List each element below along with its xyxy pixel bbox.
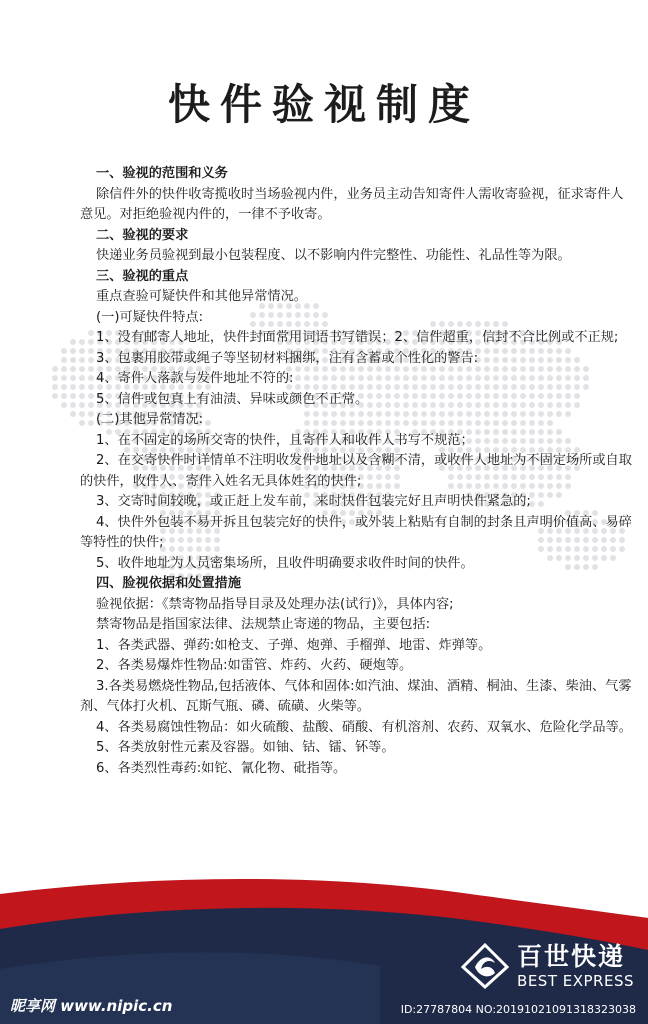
paragraph: 1、在不固定的场所交寄的快件，且寄件人和收件人书写不规范； [96, 432, 474, 448]
paragraph: 重点查验可疑快件和其他异常情况。 [96, 289, 307, 304]
paragraph: 快递业务员验视到最小包装程度、以不影响内件完整性、功能性、礼品性等为限。 [96, 248, 571, 263]
logo-chinese-name: 百世快递 [517, 942, 626, 971]
paragraph: 1、没有邮寄人地址，快件封面常用词语书写错误；2、信件超重，信封不合比例或不正规; [96, 330, 619, 345]
paragraph: 5、收件地址为人员密集场所，且收件明确要求收件时间的快件。 [96, 555, 474, 571]
paragraph: 禁寄物品是指国家法律、法规禁止寄递的物品，主要包括: [96, 617, 431, 632]
paragraph: 1、各类武器、弹药:如枪支、子弹、炮弹、手榴弹、地雷、炸弹等。 [96, 637, 492, 653]
paragraph: 2、在交寄快件时详情单不注明收发件地址以及含糊不清，或收件人地址为不固定场所或自取的快件，收件人、寄件入姓名无具体姓名的快件; [80, 453, 632, 489]
paragraph: 3.各类易燃烧性物品,包括液体、气体和固体:如汽油、煤油、酒精、桐油、生漆、柴油、气雾剂、气体打火机、瓦斯气瓶、磷、硫磺、火柴等。 [80, 678, 632, 714]
section-heading: 三、验视的重点 [96, 268, 189, 284]
page-title: 快件验视制度 [167, 80, 480, 129]
best-express-logo-icon [461, 943, 509, 989]
paragraph: 4、寄件人落款与发件地址不符的: [96, 371, 294, 386]
paragraph: 除信件外的快件收寄揽收时当场验视内件，业务员主动告知寄件人需收寄验视，征求寄件人意见。对拒绝验视内件的，一律不予收寄。 [80, 186, 624, 222]
paragraph: (一)可疑快件特点: [96, 309, 204, 325]
paragraph: 3、交寄时间较晚，或正赶上发车前，来时快件包装完好且声明快件紧急的; [96, 494, 531, 509]
section-heading: 四、脸视依据和处置措施 [96, 576, 242, 591]
section-heading: 一、验视的范围和义务 [96, 166, 228, 181]
paragraph: 验视依据：《禁寄物品指导目录及处理办法(试行)》，具体内容; [96, 596, 454, 612]
paragraph: 4、各类易腐蚀性物品：如火硫酸、盐酸、硝酸、有机溶剂、农药、双氧水、危险化学品等。 [96, 719, 632, 735]
logo-english-name: BEST EXPRESS [517, 972, 634, 990]
paragraph: 5、信件或包真上有油渍、异味或颜色不正常。 [96, 391, 369, 407]
paragraph: (二)其他异常情况: [96, 412, 204, 427]
regulation-body [80, 164, 634, 779]
image-id-watermark: ID:27787804 NO:20191021091318323038 [400, 1003, 636, 1016]
site-watermark: 昵享网 www.nipic.cn [10, 997, 173, 1015]
paragraph: 6、各类烈性毒药:如铊、氰化物、砒指等。 [96, 760, 347, 776]
best-express-logo [461, 942, 634, 990]
paragraph: 3、包裹用胶带或绳子等坚韧材料捆绑，注有含蓄或个性化的警告: [96, 350, 479, 366]
paragraph: 4、快件外包装不易开拆且包装完好的快件，或外装上粘贴有自制的封条且声明价值高、易碎等特性的快件; [80, 514, 632, 550]
paragraph: 2、各类易爆炸性物品:如雷管、炸药、火药、硬炮等。 [96, 658, 413, 673]
paragraph: 5、各类放射性元素及容器。如铀、钴、镭、钚等。 [96, 740, 395, 755]
section-heading: 二、验视的要求 [96, 227, 189, 243]
